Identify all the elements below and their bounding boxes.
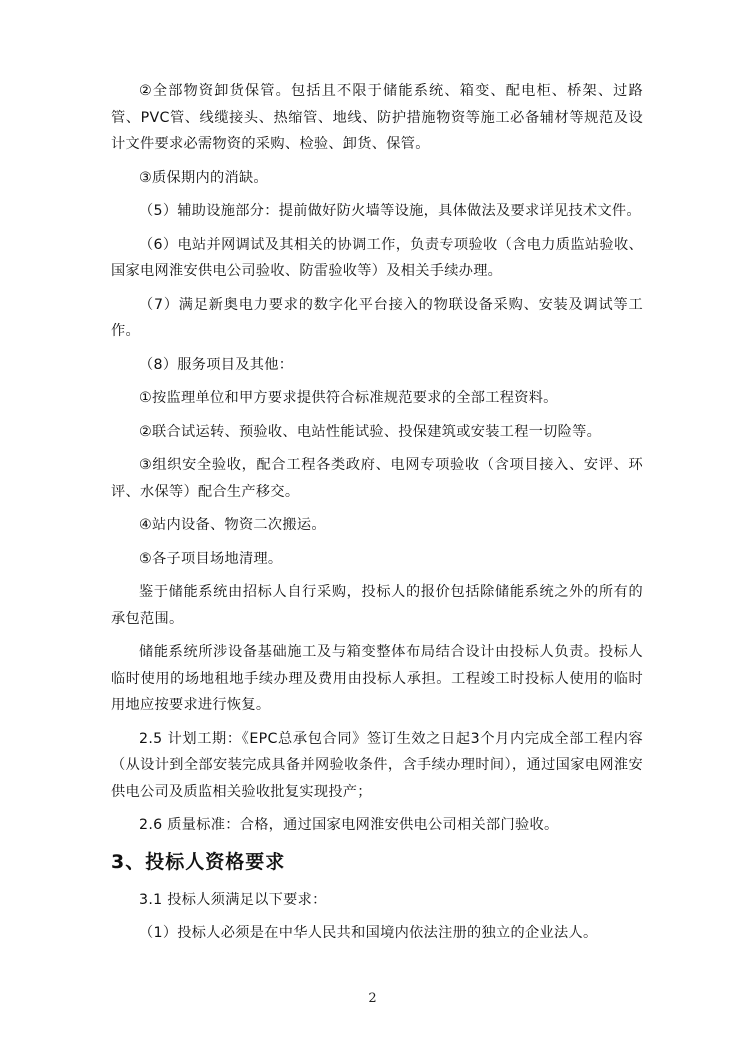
paragraph-safety-acceptance: ③组织安全验收，配合工程各类政府、电网专项验收（含项目接入、安评、环评、水保等）配合生产移交。 <box>111 457 643 500</box>
paragraph-digital-platform: （7）满足新奥电力要求的数字化平台接入的物联设备采购、安装及调试等工作。 <box>111 296 643 339</box>
paragraph-site-cleanup: ⑤各子项目场地清理。 <box>139 550 283 567</box>
paragraph-warranty: ③质保期内的消缺。 <box>139 169 268 186</box>
paragraph-joint-trial: ②联合试运转、预验收、电站性能试验、投保建筑或安装工程一切险等。 <box>139 423 602 440</box>
paragraph-service-items: （8）服务项目及其他： <box>139 356 294 373</box>
paragraph-grid-debugging: （6）电站并网调试及其相关的协调工作，负责专项验收（含电力质监站验收、国家电网淮安供电公司验收、防雷验收等）及相关手续办理。 <box>111 236 643 279</box>
paragraph-secondary-handling: ④站内设备、物资二次搬运。 <box>139 517 326 533</box>
paragraph-legal-entity: （1）投标人必须是在中华人民共和国境内依法注册的独立的企业法人。 <box>139 925 598 941</box>
paragraph-engineering-docs: ①按监理单位和甲方要求提供符合标准规范要求的全部工程资料。 <box>139 390 558 406</box>
paragraph-auxiliary-facilities: （5）辅助设施部分：提前做好防火墙等设施，具体做法及要求详见技术文件。 <box>139 203 641 219</box>
paragraph-schedule: 2.5 计划工期：《EPC总承包合同》签订生效之日起3个月内完成全部工程内容（从设计到全部安装完成具备并网验收条件，含手续办理时间），通过国家电网淮安供电公司及质监相关验收批复实现投产； <box>111 730 643 800</box>
paragraph-quality-standard: 2.6 质量标准：合格，通过国家电网淮安供电公司相关部门验收。 <box>139 817 559 833</box>
page-number: 2 <box>368 991 377 1006</box>
paragraph-material-storage: ②全部物资卸货保管。包括且不限于储能系统、箱变、配电柜、桥架、过路管、PVC管、线缆接头、热缩管、地线、防护措施物资等施工必备辅材等规范及设计文件要求必需物资的采购、检验、卸货、保管。 <box>111 83 643 152</box>
paragraph-requirements-intro: 3.1 投标人须满足以下要求： <box>139 891 327 908</box>
section-heading: 3、投标人资格要求 <box>111 850 286 873</box>
paragraph-storage-foundation: 储能系统所涉设备基础施工及与箱变整体布局结合设计由投标人负责。投标人临时使用的场地租地手续办理及费用由投标人承担。工程竣工时投标人使用的临时用地应按要求进行恢复。 <box>111 644 643 713</box>
document-body <box>111 78 643 947</box>
paragraph-quotation-scope: 鉴于储能系统由招标人自行采购，投标人的报价包括除储能系统之外的所有的承包范围。 <box>111 584 643 627</box>
